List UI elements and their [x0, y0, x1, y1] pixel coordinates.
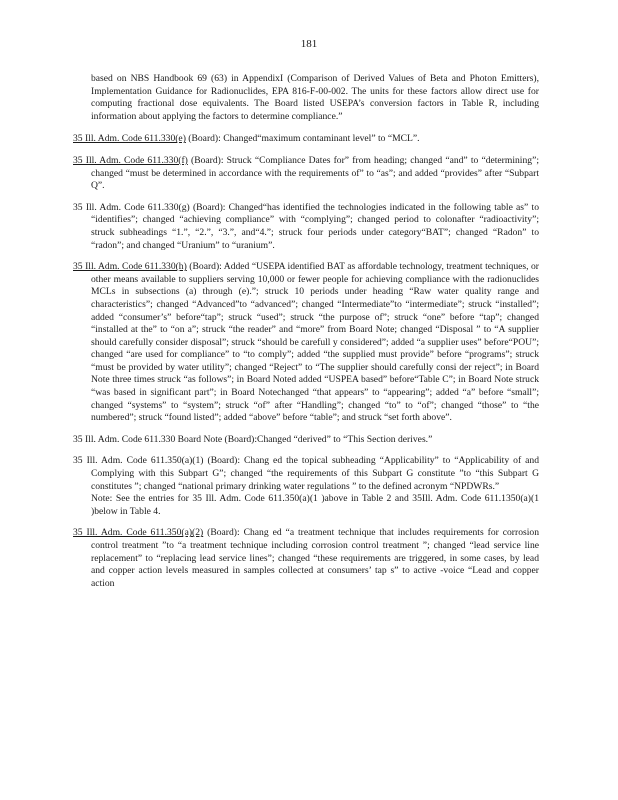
citation: 35 Ill. Adm. Code 611.330(h) — [73, 261, 187, 273]
entry-611-330-f — [73, 155, 539, 193]
entry-text: (Board): Changed“maximum contaminant level” to “MCL”. — [185, 133, 420, 145]
entry-text: (Board):Changed “derived” to “This Section derives.” — [222, 433, 433, 445]
citation: 35 Ill. Adm. Code 611.330 Board Note — [73, 433, 223, 445]
citation: 35 Ill. Adm. Code 611.350(a)(1) — [73, 455, 204, 467]
citation: 35 Ill. Adm. Code 611.330(e) — [73, 133, 186, 145]
citation: 35 Ill. Adm. Code 611.330(f) — [73, 154, 188, 166]
entry-611-330-h — [73, 261, 539, 425]
citation: 35 Ill. Adm. Code 611.330(g) — [73, 201, 190, 213]
entry-611-330-g — [73, 202, 539, 252]
entry-611-350-a2 — [73, 527, 539, 590]
entry-text: (Board): Chang ed “a treatment technique that includes requirements for corrosion control treatment ”to “a treatment technique including corrosion control treatment ”; changed “lead service line replacement” to “replacing lead service lines”; changed “these requirements are triggered, in some cases, by lead and copper action levels measured in samples collected at consumers’ tap s” to active -voice “Lead and copper action — [91, 527, 539, 589]
entry-text: (Board): Chang ed the topical subheading “Applicability” to “Applicability of and Complying with this Subpart G”; changed “the requirements of this Subpart G constitute ”to “this Subpart G constitutes ”; changed “national primary drinking water regulations ” to the defined acronym “NPDWRs.” — [91, 455, 539, 492]
entry-611-330-board-note — [73, 434, 539, 447]
entry-text: (Board): Added “USEPA identified BAT as affordable technology, treatment techniques, or other means available to suppliers serving 10,000 or fewer people for achieving compliance with the radionuclides MCLs in subsections (a) through (e).”; struck 10 periods under heading “Raw water quality range and characteristics”; changed “Advanced”to “advanced”; changed “Intermediate”to “intermediate”; struck “installed”; added “consumer’s” before“tap”; struck “used”; struck “the purpose of”; struck “one” before “tap”; changed “installed at the” to “on a”; struck “the reader” and “more” from Board Note; changed “Disposal ” to “A supplier should carefully consider disposal”; struck “should be carefull y considered”; added “a supplier uses” before“POU”; changed “are used for compliance” to “to comply”; added “the supplied must provide” before “programs”; struck “must be provided by water utility”; changed “Reject” to “The supplier should carefully consi der reject”; in Board Note three times struck “as follows”; in Board Noted added “USPEA based” before“Table C”; in Board Note struck “was based in significant part”; in Board Notechanged “that appears” to “appearing”; added “a” before “small”; changed “systems” to “system”; struck “of” after “Handling”; changed “to” to “of”; changed “those” to “the numbered”; struck “found listed”; added “above” before “table”; and struck “set forth above”. — [91, 261, 539, 424]
entry-611-330-e — [73, 133, 539, 146]
entry-611-350-a1 — [73, 455, 539, 518]
entry-text: (Board): Struck “Compliance Dates for” from heading; changed “and” to “determining”; changed “must be determined in accordance with the requirements of” to “as”; and added “provides” after “Subpart Q”. — [91, 154, 539, 192]
continuation-paragraph: based on NBS Handbook 69 (63) in AppendixI (Comparison of Derived Values of Beta and Photon Emitters), Implementation Guidance for Radionuclides, EPA 816-F-00-002. The units for these factors allow direct use for computing fractional dose equivalents. The Board listed USEPA’s conversion factors in Table R, including information about applying the factors to determine compliance.” — [91, 73, 539, 122]
citation: 35 Ill. Adm. Code 611.350(a)(2) — [73, 527, 204, 539]
entry-note: Note: See the entries for 35 Ill. Adm. Code 611.350(a)(1 )above in Table 2 and 35Ill. Adm. Code 611.1350(a)(1 )below in Table 4. — [91, 493, 539, 517]
entry-text: (Board): Changed“has identified the technologies indicated in the following table as” to “identifies”; changed “achieving compliance” with “complying”; changed period to colonafter “radioactivity”; struck subheadings “1.”, “2.”, “3.”, and“4.”; struck four periods under category“BAT”; changed “Radon” to “radon”; and changed “Uranium” to “uranium”. — [91, 201, 539, 251]
page-number: 181 — [300, 38, 318, 50]
document-body — [73, 73, 539, 599]
